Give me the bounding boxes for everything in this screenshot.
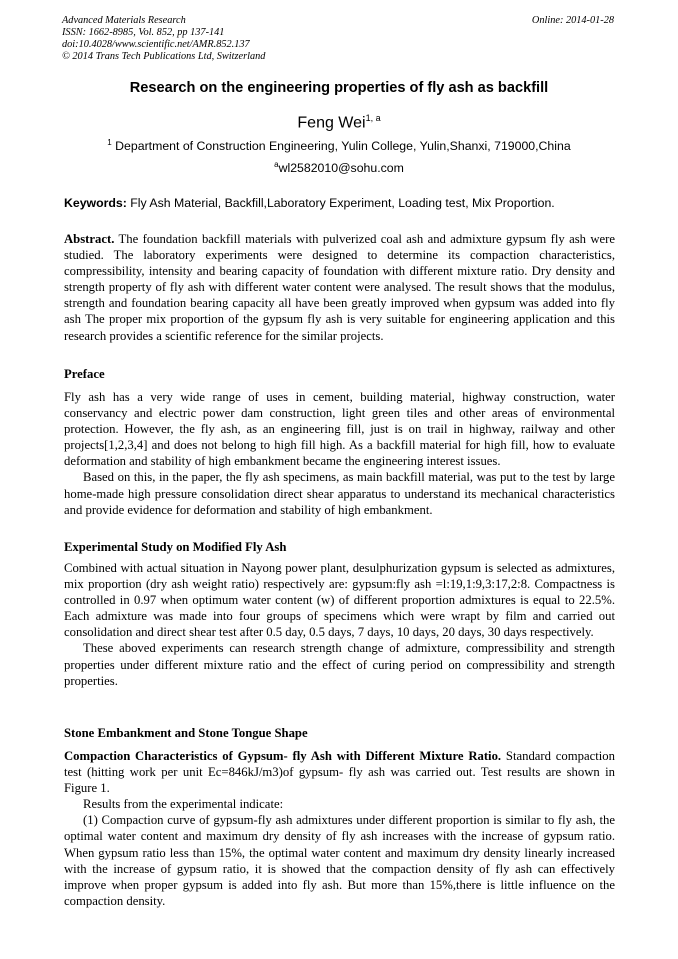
copyright-line: © 2014 Trans Tech Publications Ltd, Switzerland [62, 51, 266, 62]
stone-paragraph-1-text: Standard compaction test (hitting work per unit Ec=846kJ/m3)of gypsum- fly ash was carried out. Test results are shown in Figure 1. [64, 749, 615, 796]
abstract [64, 231, 615, 344]
paper-title: Research on the engineering properties of fly ash as backfill [129, 80, 549, 96]
experimental-heading: Experimental Study on Modified Fly Ash [64, 540, 287, 554]
journal-header [62, 15, 265, 63]
abstract-text: The foundation backfill materials with pulverized coal ash and admixture gypsum fly ash were studied. The laboratory experiments were designed to determine its compaction characteristics, compressibility, intensity and bearing capacity of foundation with different mixture ratio. Dry density and strength property of fly ash with different water content were analysed. The result shows that the modulus, strength and foundation bearing capacity all have been greatly improved when gypsum was added into fly ash The proper mix proportion of the gypsum fly ash is very suitable for engineering application and this research provides a scientific reference for the similar projects. [64, 232, 615, 343]
stone-subheading: Compaction Characteristics of Gypsum- fly Ash with Different Mixture Ratio. [64, 749, 502, 763]
abstract-label: Abstract. [64, 232, 115, 246]
stone-section [64, 748, 615, 909]
experimental-section [64, 560, 615, 689]
preface-paragraph-1: Fly ash has a very wide range of uses in cement, building material, highway construction, water conservancy and electric power dam construction, light green tiles and other areas of environmental protection. However, the fly ash, as an engineering fill, just is on trail in highway, railway and other projects[1,2,3,4] and does not belong to high fill high. As a backfill material for high fill, how to evaluate deformation and stability of high embankment became the engineering interest issues. [64, 390, 615, 469]
doi-line: doi:10.4028/www.scientific.net/AMR.852.137 [62, 39, 250, 50]
author-name: Feng Wei [297, 114, 366, 132]
email-sup: a [274, 160, 279, 169]
keywords [64, 195, 616, 211]
affiliation-text: Department of Construction Engineering, Yulin College, Yulin,Shanxi, 719000,China [111, 139, 571, 154]
email-address[interactable]: wl2582010@sohu.com [278, 161, 404, 176]
affiliation-line [0, 138, 678, 153]
experimental-paragraph-1: Combined with actual situation in Nayong power plant, desulphurization gypsum is selected as admixtures, mix proportion (dry ash weight ratio) respectively are: gypsum:fly ash =l:19,1:9,3:17,2:8. Compactness is controlled in 0.97 when optimum water content (w) of different proportion admixtures is equal to 22.5%. Each admixture was made into four groups of specimens which were wrapt by film and carried out consolidation and direct shear test after 0.5 day, 0.5 days, 7 days, 10 days, 20 days, 30 days respectively. [64, 561, 615, 640]
preface-paragraph-2: Based on this, in the paper, the fly ash specimens, as main backfill material, was put to the test by large home-made high pressure consolidation direct shear apparatus to understand its mechanical characteristics and provide evidence for deformation and stability of high embankment. [64, 470, 615, 517]
keywords-text: Fly Ash Material, Backfill,Laboratory Experiment, Loading test, Mix Proportion. [126, 196, 555, 210]
keywords-label: Keywords: [64, 196, 127, 210]
author-line [0, 113, 678, 132]
experimental-paragraph-2: These aboved experiments can research strength change of admixture, compressibility and strength properties under different mixture ratio and the effect of curing period on compressibility and strength properties. [64, 641, 615, 688]
affiliation-sup: 1 [107, 138, 112, 147]
issn-line: ISSN: 1662-8985, Vol. 852, pp 137-141 [62, 27, 225, 38]
preface-heading: Preface [64, 367, 105, 381]
email-line [0, 160, 678, 175]
preface-section [64, 389, 615, 518]
author-sup: 1, a [365, 113, 381, 123]
online-date: Online: 2014-01-28 [531, 15, 614, 26]
stone-paragraph-3: (1) Compaction curve of gypsum-fly ash admixtures under different proportion is similar to fly ash, the optimal water content and maximum dry density of fly ash increases with the increase of gypsum ratio. When gypsum ratio less than 15%, the optimal water content and maximum dry density linearly increased with the increase of gypsum ratio, it is showed that the compaction density of fly ash can effectively improve when proper gypsum is added into fly ash. But more than 15%,there is little influence on the compaction density. [64, 813, 615, 908]
stone-paragraph-1 [64, 748, 615, 796]
stone-paragraph-2: Results from the experimental indicate: [83, 797, 284, 812]
stone-heading: Stone Embankment and Stone Tongue Shape [64, 726, 308, 740]
journal-name: Advanced Materials Research [62, 15, 186, 26]
